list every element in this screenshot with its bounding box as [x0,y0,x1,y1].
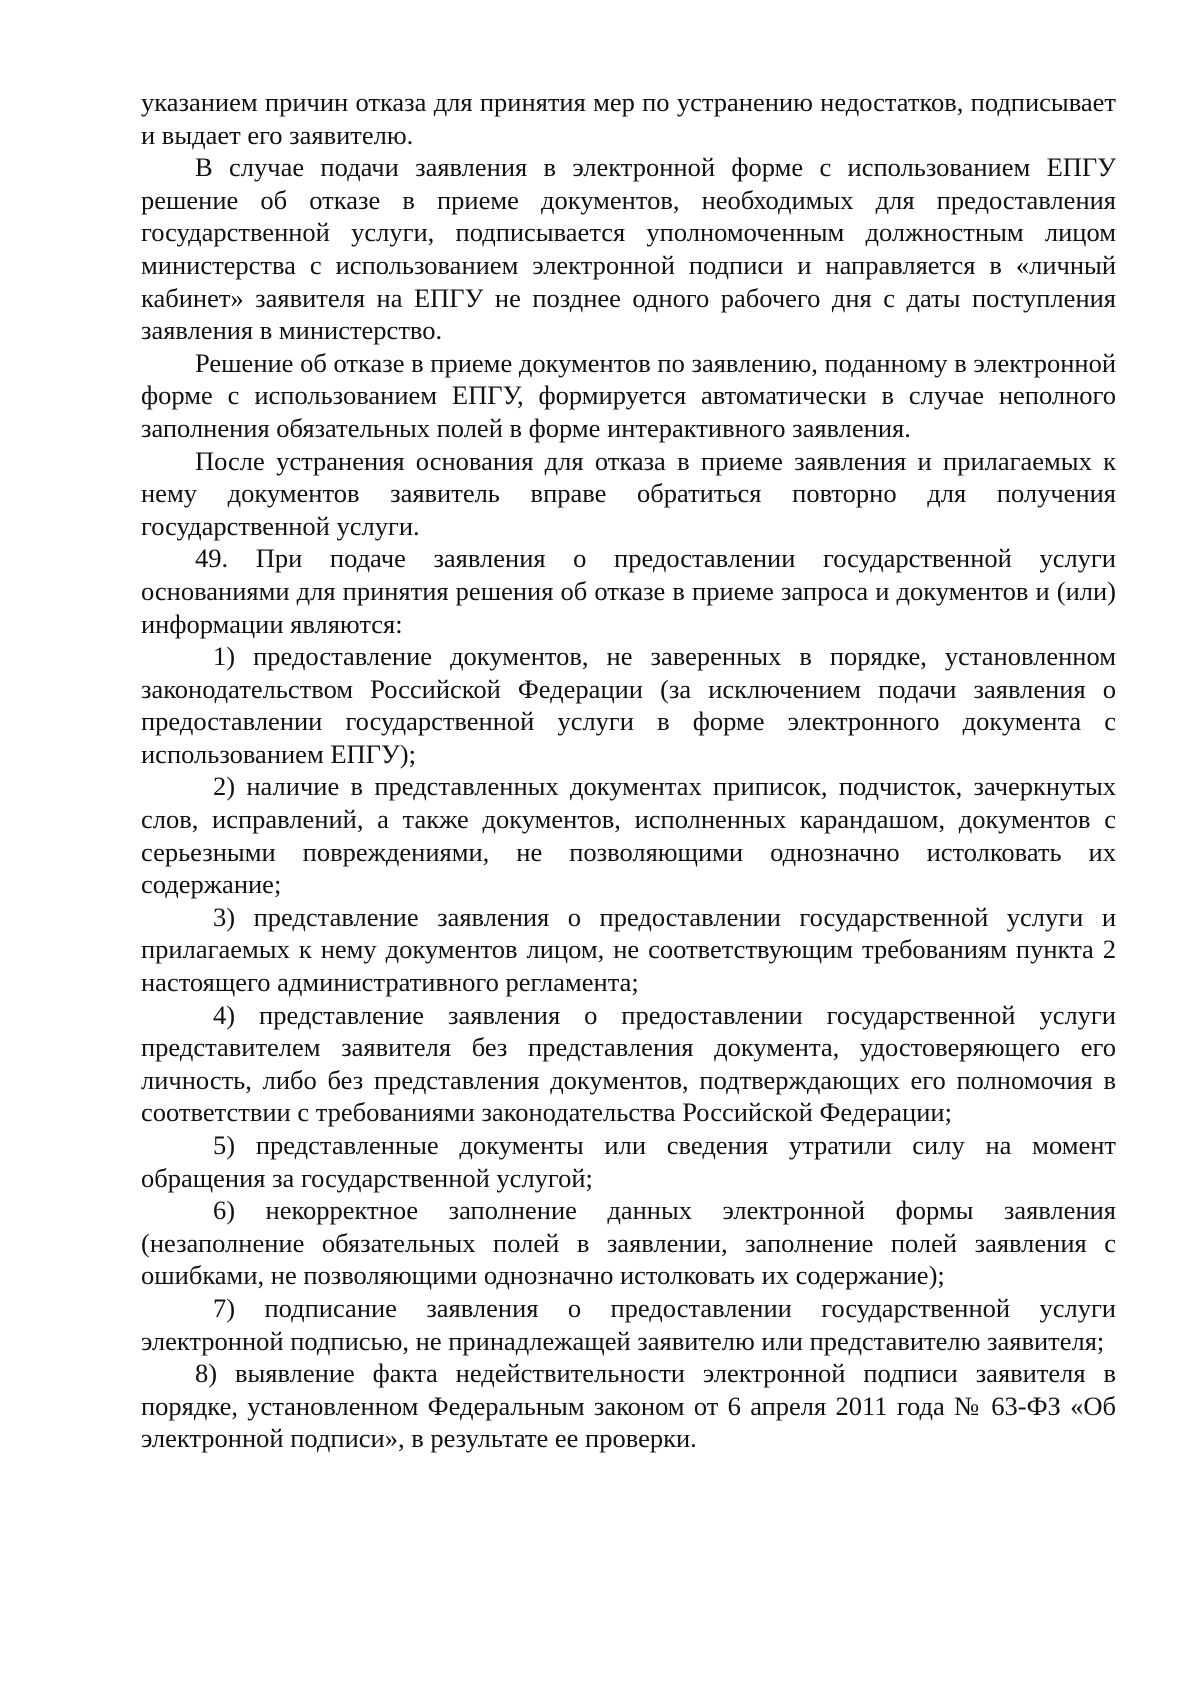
list-item-3: 3) представление заявления о предоставлении государственной услуги и прилагаемых к нему документов лицом, не соответствующим требованиям пункта 2 настоящего административного регламента; [141,901,1116,998]
list-item-4: 4) представление заявления о предоставлении государственной услуги представителем заявителя без представления документа, удостоверяющего его личность, либо без представления документов, подтверждающих его полномочия в соответствии с требованиями законодательства Российской Федерации; [141,999,1116,1128]
paragraph-continuation: указанием причин отказа для принятия мер по устранению недостатков, подписывает и выдает его заявителю. [141,87,1116,150]
paragraph-item-49: 49. При подаче заявления о предоставлении государственной услуги основаниями для принятия решения об отказе в приеме запроса и документов и (или) информации являются: [141,543,1116,639]
list-item-5: 5) представленные документы или сведения утратили силу на момент обращения за государственной услугой; [141,1130,1116,1193]
list-item-1: 1) предоставление документов, не заверенных в порядке, установленном законодательством Российской Федерации (за исключением подачи заявления о предоставлении государственной услуги в форме электронного документа с использованием ЕПГУ); [141,641,1116,769]
document-body [141,86,1116,1455]
paragraph-epgu-refusal: В случае подачи заявления в электронной форме с использованием ЕПГУ решение об отказе в приеме документов, необходимых для предоставления государственной услуги, подписывается уполномоченным должностным лицом министерства с использованием электронной подписи и направляется в «личный кабинет» заявителя на ЕПГУ не позднее одного рабочего дня с даты поступления заявления в министерство. [141,152,1116,346]
paragraph-auto-refusal: Решение об отказе в приеме документов по заявлению, поданному в электронной форме с использованием ЕПГУ, формируется автоматически в случае неполного заполнения обязательных полей в форме интерактивного заявления. [141,347,1116,443]
list-item-8: 8) выявление факта недействительности электронной подписи заявителя в порядке, установленном Федеральным законом от 6 апреля 2011 года № 63-ФЗ «Об электронной подписи», в результате ее проверки. [141,1358,1116,1454]
list-item-6: 6) некорректное заполнение данных электронной формы заявления (незаполнение обязательных полей в заявлении, заполнение полей заявления с ошибками, не позволяющими однозначно истолковать их содержание); [141,1195,1116,1291]
list-item-2: 2) наличие в представленных документах приписок, подчисток, зачеркнутых слов, исправлений, а также документов, исполненных карандашом, документов с серьезными повреждениями, не позволяющими однозначно истолковать их содержание; [141,771,1116,900]
list-item-7: 7) подписание заявления о предоставлении государственной услуги электронной подписью, не принадлежащей заявителю или представителю заявителя; [141,1292,1116,1356]
paragraph-repeat-application: После устранения основания для отказа в приеме заявления и прилагаемых к нему документов заявитель вправе обратиться повторно для получения государственной услуги. [141,445,1116,541]
